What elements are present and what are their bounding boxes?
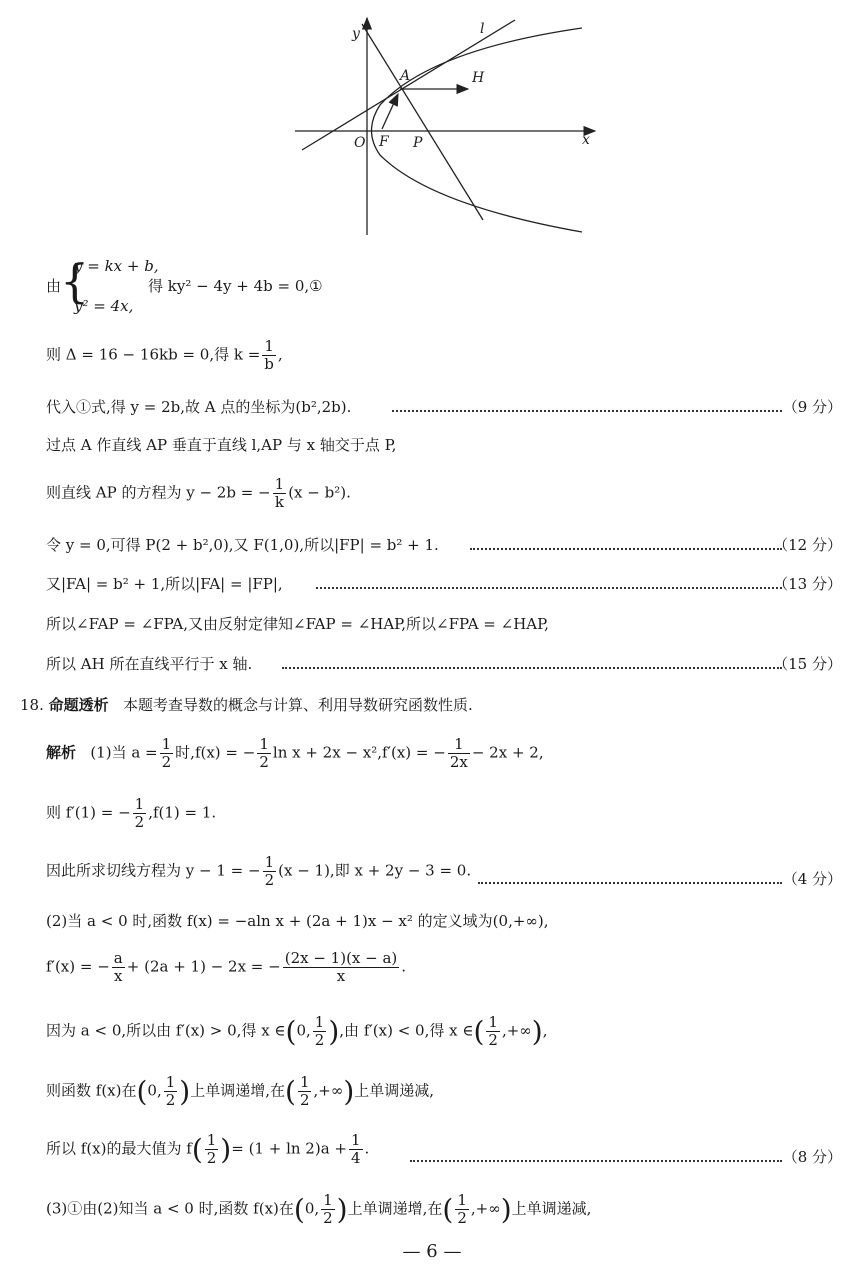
part3-line — [46, 1192, 591, 1227]
q18-text: 本题考查导数的概念与计算、利用导数研究函数性质. — [122, 696, 473, 714]
paren-close: ) — [328, 1015, 340, 1048]
frac-num: 1 — [161, 735, 172, 753]
fraction — [160, 736, 174, 771]
mono-c: 上单调递增,在 — [190, 1081, 285, 1100]
p1-then-line — [46, 796, 216, 831]
frac-num: 1 — [488, 1013, 498, 1031]
let-y-line: 令 y = 0,可得 P(2 + b²,0),又 F(1,0),所以|FP| = b² + 1. — [46, 536, 439, 554]
subst-line: 代入①式,得 y = 2b,故 A 点的坐标为(b²,2b). — [46, 398, 352, 416]
frac-num: 1 — [134, 795, 145, 813]
fraction — [486, 1014, 500, 1049]
score-13: （13 分） — [773, 575, 842, 593]
paren-open: ( — [442, 1193, 454, 1226]
p1-a: (1)当 a = — [90, 743, 158, 762]
paren-open: ( — [285, 1075, 296, 1108]
max-line — [46, 1132, 369, 1167]
label-a: A — [400, 68, 411, 84]
frac-den: 2x — [449, 753, 468, 771]
frac-den: 2 — [323, 1209, 333, 1227]
frac-num: 1 — [350, 1131, 361, 1149]
fraction — [133, 796, 147, 831]
jiexi-heading: 解析 — [46, 743, 77, 762]
frac-den: 2 — [165, 1091, 176, 1109]
dot-leader — [316, 587, 782, 589]
brace-glyph: { — [60, 254, 90, 308]
p1-d: − 2x + 2, — [471, 743, 544, 762]
fraction — [205, 1132, 219, 1167]
delta-text: 则 Δ = 16 − 16kb = 0,得 k = — [46, 345, 261, 364]
frac-num: 1 — [323, 1191, 333, 1209]
perp-line: 过点 A 作直线 AP 垂直于直线 l,AP 与 x 轴交于点 P, — [46, 436, 397, 454]
score-4: （4 分） — [782, 870, 842, 888]
fraction — [448, 736, 470, 771]
paren-open: ( — [136, 1075, 148, 1108]
frac-num: 1 — [165, 1073, 176, 1091]
label-y: y — [352, 26, 360, 42]
fraction — [263, 854, 277, 889]
deriv-a: f′(x) = − — [46, 957, 110, 976]
dot-leader — [410, 1160, 782, 1162]
dot-leader — [282, 667, 782, 669]
because-d: ,+∞ — [501, 1021, 532, 1040]
because-a: 因为 a < 0,所以由 f′(x) > 0,得 x ∈ — [46, 1021, 286, 1040]
because-line — [46, 1014, 548, 1049]
frac-den: 2 — [488, 1031, 498, 1049]
part2-line: (2)当 a < 0 时,函数 f(x) = −aln x + (2a + 1)x − x² 的定义域为(0,+∞), — [46, 912, 549, 930]
frac-den: x — [336, 967, 346, 985]
paren-open: ( — [473, 1015, 485, 1048]
label-l: l — [480, 21, 485, 37]
p3-c: 上单调递增,在 — [347, 1199, 443, 1218]
fraction — [262, 338, 276, 373]
tangent-line — [46, 854, 471, 889]
frac-num: 1 — [299, 1073, 310, 1091]
frac-num: 1 — [264, 853, 275, 871]
paren-close: ) — [531, 1015, 543, 1048]
max-c: . — [364, 1139, 370, 1158]
fraction — [321, 1192, 335, 1227]
score-8: （8 分） — [782, 1148, 842, 1166]
frac-den: 2 — [161, 753, 172, 771]
dot-leader — [470, 548, 782, 550]
mono-line — [46, 1074, 434, 1109]
ap-eq-a: 则直线 AP 的方程为 y − 2b = − — [46, 483, 271, 502]
frac-den: k — [274, 493, 284, 511]
paren-close: ) — [500, 1193, 512, 1226]
mono-b: 0, — [147, 1081, 162, 1100]
deriv-b: + (2a + 1) − 2x = − — [126, 957, 281, 976]
p1-then-b: ,f(1) = 1. — [148, 803, 217, 822]
because-e: , — [542, 1021, 548, 1040]
frac-den: 2 — [259, 753, 269, 771]
delta-end: , — [277, 345, 283, 364]
frac-den: 2 — [206, 1149, 217, 1167]
fraction — [455, 1192, 469, 1227]
tangent-a: 因此所求切线方程为 y − 1 = − — [46, 861, 261, 880]
frac-den: 2 — [134, 813, 145, 831]
frac-num: 1 — [457, 1191, 467, 1209]
fraction — [273, 476, 287, 511]
system-result: 得 ky² − 4y + 4b = 0,① — [148, 277, 323, 295]
q18-line — [20, 694, 473, 715]
score-12: （12 分） — [773, 536, 842, 554]
fraction — [349, 1132, 363, 1167]
max-a: 所以 f(x)的最大值为 f — [46, 1139, 192, 1158]
mono-d: ,+∞ — [313, 1081, 344, 1100]
frac-den: 2 — [457, 1209, 467, 1227]
fraction — [313, 1014, 327, 1049]
because-b: 0, — [296, 1021, 311, 1040]
mono-e: 上单调递减, — [354, 1081, 435, 1100]
label-h: H — [472, 70, 485, 86]
fraction — [112, 950, 125, 985]
frac-den: 4 — [350, 1149, 361, 1167]
parallel-line: 所以 AH 所在直线平行于 x 轴. — [46, 655, 253, 673]
deriv-c: . — [401, 957, 407, 976]
dot-leader — [392, 410, 782, 412]
frac-num: 1 — [448, 736, 470, 754]
frac-num: a — [113, 949, 123, 967]
paren-close: ) — [220, 1133, 232, 1166]
frac-den: 2 — [314, 1031, 325, 1049]
system-eq2: y² = 4x, — [74, 297, 134, 315]
label-p: P — [413, 135, 423, 151]
angles-line: 所以∠FAP = ∠FPA,又由反射定律知∠FAP = ∠HAP,所以∠FPA = ∠HAP, — [46, 615, 549, 633]
frac-den: b — [264, 355, 274, 373]
q18-number: 18. — [20, 696, 44, 714]
ap-eq-line — [46, 476, 351, 511]
page-number: — 6 — — [402, 1241, 462, 1262]
dot-leader — [478, 882, 782, 884]
frac-num: 1 — [274, 475, 285, 493]
parabola-figure — [290, 10, 610, 240]
part1-line — [46, 736, 544, 771]
p1-then-a: 则 f′(1) = − — [46, 803, 131, 822]
mono-a: 则函数 f(x)在 — [46, 1081, 137, 1100]
fa-line: 又|FA| = b² + 1,所以|FA| = |FP|, — [46, 575, 283, 593]
deriv-line — [46, 950, 406, 985]
paren-open: ( — [285, 1015, 297, 1048]
fraction — [164, 1074, 178, 1109]
parabola-curve — [372, 28, 583, 232]
fraction — [257, 736, 271, 771]
score-9: （9 分） — [782, 398, 842, 416]
p1-b: 时,f(x) = − — [175, 743, 256, 762]
paren-open: ( — [293, 1193, 305, 1226]
score-15: （15 分） — [773, 655, 842, 673]
system-prefix: 由 — [46, 277, 62, 295]
p1-c: ln x + 2x − x²,f′(x) = − — [272, 743, 446, 762]
p3-e: 上单调递减, — [511, 1199, 592, 1218]
paren-close: ) — [179, 1075, 191, 1108]
label-x: x — [582, 132, 590, 148]
ap-eq-b: (x − b²). — [288, 483, 351, 502]
frac-den: 2 — [264, 871, 275, 889]
system-eq1: y = kx + b, — [74, 257, 159, 275]
label-f: F — [379, 134, 389, 150]
frac-num: 1 — [262, 338, 276, 356]
frac-num: 1 — [314, 1013, 325, 1031]
frac-den: 2 — [299, 1091, 310, 1109]
p3-b: 0, — [304, 1199, 320, 1218]
paren-close: ) — [343, 1075, 355, 1108]
frac-num: 1 — [206, 1131, 217, 1149]
paren-close: ) — [336, 1193, 348, 1226]
p3-a: (3)①由(2)知当 a < 0 时,函数 f(x)在 — [46, 1199, 294, 1218]
because-c: ,由 f′(x) < 0,得 x ∈ — [339, 1021, 474, 1040]
q18-heading: 命题透析 — [48, 696, 109, 714]
delta-line — [46, 338, 283, 373]
fraction — [298, 1074, 312, 1109]
frac-num: 1 — [259, 735, 269, 753]
label-o: O — [354, 135, 366, 151]
tangent-b: (x − 1),即 x + 2y − 3 = 0. — [278, 861, 472, 880]
max-b: = (1 + ln 2)a + — [231, 1139, 347, 1158]
frac-den: x — [114, 967, 123, 985]
frac-num: (2x − 1)(x − a) — [284, 949, 398, 967]
p3-d: ,+∞ — [470, 1199, 501, 1218]
paren-open: ( — [191, 1133, 203, 1166]
line-ap — [362, 24, 483, 220]
fraction — [283, 950, 400, 985]
